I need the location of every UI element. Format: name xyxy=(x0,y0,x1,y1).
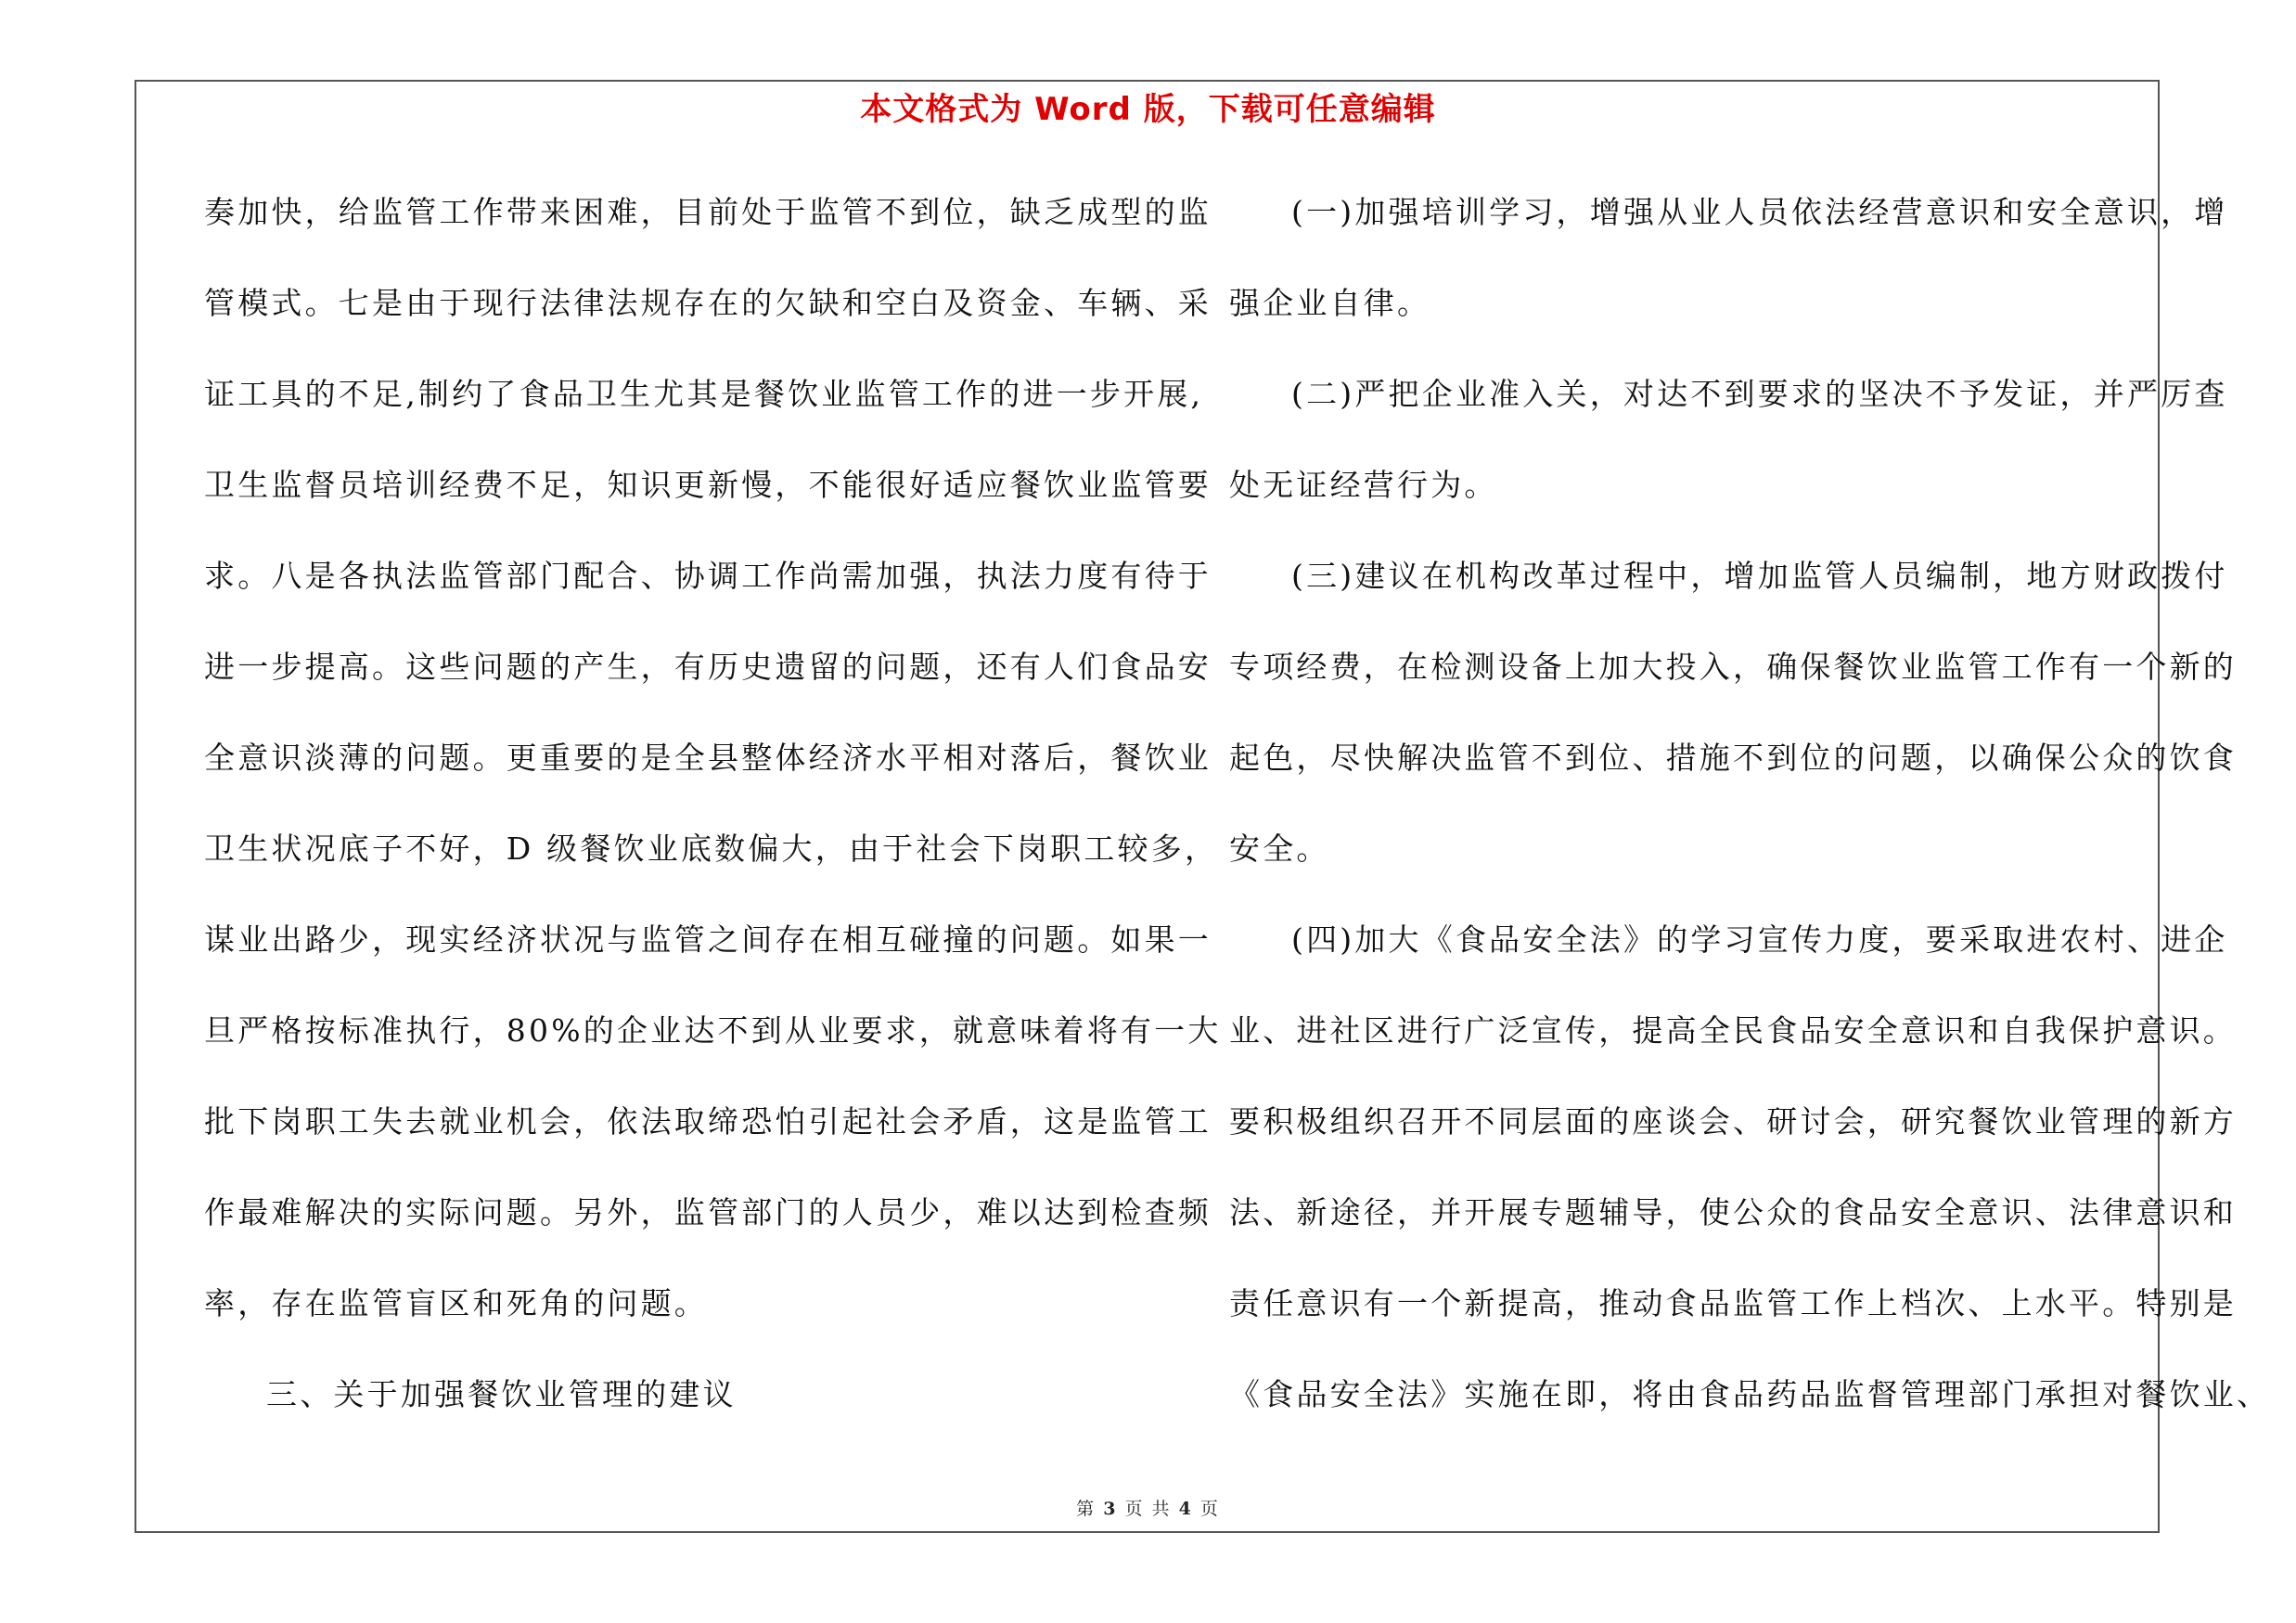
footer-prefix: 第 xyxy=(1076,1499,1097,1519)
text-line: 求。八是各执法监管部门配合、协调工作尚需加强，执法力度有待于 xyxy=(204,558,1212,594)
text-line: 率，存在监管盲区和死角的问题。 xyxy=(204,1285,708,1321)
text-line: 《食品安全法》实施在即，将由食品药品监督管理部门承担对餐饮业、 xyxy=(1229,1376,2271,1412)
text-line: 证工具的不足,制约了食品卫生尤其是餐饮业监管工作的进一步开展, xyxy=(204,376,1204,412)
paragraph-start-line: (一)加强培训学习，增强从业人员依法经营意识和安全意识，增 xyxy=(1291,194,2228,230)
text-line: 专项经费，在检测设备上加大投入，确保餐饮业监管工作有一个新的 xyxy=(1229,649,2237,685)
text-line: 法、新途径，并开展专题辅导，使公众的食品安全意识、法律意识和 xyxy=(1229,1194,2237,1230)
text-line: 责任意识有一个新提高，推动食品监管工作上档次、上水平。特别是 xyxy=(1229,1285,2237,1321)
page-number-footer xyxy=(0,1495,2296,1520)
text-line: 卫生状况底子不好，D 级餐饮业底数偏大，由于社会下岗职工较多， xyxy=(204,831,1219,867)
text-line: 批下岗职工失去就业机会，依法取缔恐怕引起社会矛盾，这是监管工 xyxy=(204,1103,1212,1140)
paragraph-start-line: (二)严把企业准入关，对达不到要求的坚决不予发证，并严厉查 xyxy=(1291,376,2228,412)
footer-suffix: 页 xyxy=(1199,1499,1220,1519)
footer-middle: 页 共 xyxy=(1124,1499,1172,1519)
text-line: 管模式。七是由于现行法律法规存在的欠缺和空白及资金、车辆、采 xyxy=(204,285,1212,321)
text-line: 作最难解决的实际问题。另外，监管部门的人员少，难以达到检查频 xyxy=(204,1194,1212,1230)
left-column xyxy=(204,186,1222,1459)
text-line: 奏加快，给监管工作带来困难，目前处于监管不到位，缺乏成型的监 xyxy=(204,194,1212,230)
text-line: 安全。 xyxy=(1229,831,1330,867)
right-column xyxy=(1229,186,2271,1459)
text-line: 全意识淡薄的问题。更重要的是全县整体经济水平相对落后，餐饮业 xyxy=(204,740,1212,776)
text-line: 进一步提高。这些问题的产生，有历史遗留的问题，还有人们食品安 xyxy=(204,649,1212,685)
text-line: 要积极组织召开不同层面的座谈会、研讨会，研究餐饮业管理的新方 xyxy=(1229,1103,2237,1140)
text-line: 业、进社区进行广泛宣传，提高全民食品安全意识和自我保护意识。 xyxy=(1229,1012,2237,1049)
total-page-number: 4 xyxy=(1178,1499,1193,1519)
text-line: 卫生监督员培训经费不足，知识更新慢，不能很好适应餐饮业监管要 xyxy=(204,467,1212,503)
text-line: 旦严格按标准执行，80%的企业达不到从业要求，就意味着将有一大 xyxy=(204,1012,1222,1049)
paragraph-start-line: (四)加大《食品安全法》的学习宣传力度，要采取进农村、进企 xyxy=(1291,921,2228,958)
paragraph-start-line: (三)建议在机构改革过程中，增加监管人员编制，地方财政拨付 xyxy=(1291,558,2228,594)
text-line: 处无证经营行为。 xyxy=(1229,467,1498,503)
text-line: 谋业出路少，现实经济状况与监管之间存在相互碰撞的问题。如果一 xyxy=(204,921,1212,958)
text-line: 强企业自律。 xyxy=(1229,285,1431,321)
text-line: 起色，尽快解决监管不到位、措施不到位的问题，以确保公众的饮食 xyxy=(1229,740,2237,776)
section-heading: 三、关于加强餐饮业管理的建议 xyxy=(266,1376,737,1412)
format-banner: 本文格式为 Word 版，下载可任意编辑 xyxy=(860,91,1436,128)
current-page-number: 3 xyxy=(1103,1499,1118,1519)
